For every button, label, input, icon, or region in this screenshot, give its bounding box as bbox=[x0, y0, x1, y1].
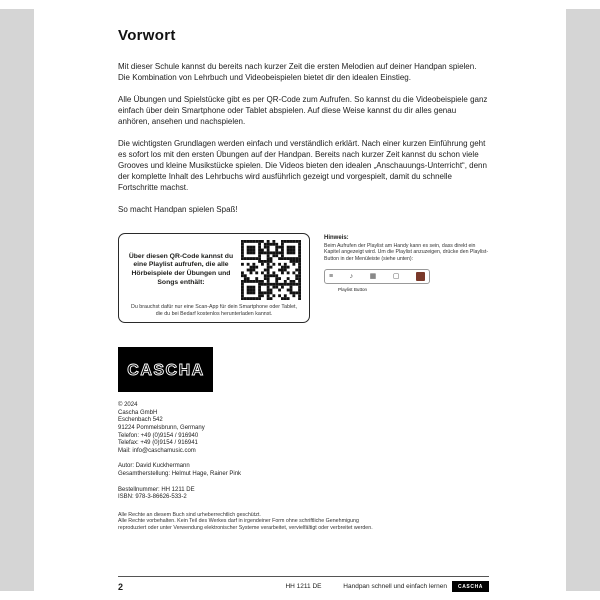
imprint-line: Cascha GmbH bbox=[118, 409, 158, 416]
background-strip-right bbox=[566, 9, 600, 591]
note-icon: ♪ bbox=[349, 273, 354, 281]
imprint-line: © 2024 bbox=[118, 402, 138, 409]
qr-box-small-text: Du brauchst dafür nur eine Scan-App für dein Smartphone oder Tablet, die du bei Bedarf kostenlos herunterladen kannst. bbox=[131, 304, 297, 317]
box-icon: ▢ bbox=[392, 273, 400, 281]
publisher-logo-block bbox=[118, 347, 489, 392]
footer-tagline: Handpan schnell und einfach lernen bbox=[343, 583, 447, 590]
book-page bbox=[34, 0, 566, 600]
legal-line: Alle Rechte an diesem Buch sind urheberrechtlich geschützt. bbox=[118, 511, 261, 518]
playlist-button-icon bbox=[416, 272, 425, 281]
hinweis-text: Beim Aufrufen der Playlist am Handy kann es sein, dass direkt ein Kapitel angezeigt wird. Um die Playlist anzuzeigen, drücke den Playlist-Button in der Menüleiste (siehe unten): bbox=[324, 243, 489, 262]
page-footer bbox=[118, 576, 489, 592]
hinweis-note bbox=[324, 233, 489, 292]
imprint-line: 91224 Pommelsbrunn, Germany bbox=[118, 424, 205, 431]
paragraph: Die wichtigsten Grundlagen werden einfach und verständlich erklärt. Nach einer kurzen Einführung geht es sofort los mit den ersten Übungen auf der Handpan. Bereits nach kurzer Zeit kannst du schon viele Grooves und kleine Musikstücke spielen. Die Videos bieten den idealen „Anschauungs-Unterricht“, denn der komplette Inhalt des Lehrbuchs wird ausführlich gezeigt und vorgespielt, damit du schnelle Fortschritte machst. bbox=[118, 139, 487, 192]
hinweis-label: Hinweis: bbox=[324, 235, 349, 241]
order-line: Bestellnummer: HH 1211 DE bbox=[118, 486, 195, 493]
credits-line: Autor: David Kuckhermann bbox=[118, 463, 190, 470]
qr-box-bold-text: Über diesen QR-Code kannst du eine Playlist aufrufen, die alle Hörbeispiele der Übungen und Songs enthält: bbox=[128, 252, 234, 286]
paragraph: Mit dieser Schule kannst du bereits nach kurzer Zeit die ersten Melodien auf deiner Handpan spielen. Die Kombination von Lehrbuch und Videobeispielen bietet dir den idealen Einstieg. bbox=[118, 62, 477, 82]
playlist-button-caption: Playlist Button bbox=[338, 287, 368, 293]
cascha-logo bbox=[118, 347, 213, 392]
order-block bbox=[118, 487, 489, 502]
imprint-line: Telefon: +49 (0)9154 / 916940 bbox=[118, 432, 199, 439]
footer-order-number: HH 1211 DE bbox=[285, 583, 322, 590]
order-line: ISBN: 978-3-86626-533-2 bbox=[118, 494, 187, 501]
qr-code bbox=[241, 240, 301, 300]
imprint-line: Eschenbach 542 bbox=[118, 417, 163, 424]
paragraph: So macht Handpan spielen Spaß! bbox=[118, 205, 238, 214]
page-title-text: Vorwort bbox=[118, 27, 176, 44]
legal-line: Alle Rechte vorbehalten. Kein Teil des Werkes darf in irgendeiner Form ohne schriftliche Genehmigung bbox=[118, 518, 359, 525]
legal-block bbox=[118, 512, 489, 532]
menu-icon: ≡ bbox=[329, 273, 334, 281]
menu-bar bbox=[324, 269, 430, 284]
qr-box bbox=[118, 233, 310, 323]
credits-line: Gesamtherstellung: Helmut Hage, Rainer Pink bbox=[118, 470, 242, 477]
imprint-block bbox=[118, 402, 489, 455]
imprint-line: Telefax: +49 (0)9154 / 916941 bbox=[118, 440, 198, 447]
credits-block bbox=[118, 463, 489, 478]
legal-line: reproduziert oder unter Verwendung elektronischer Systeme verarbeitet, vervielfältigt oder verbreitet werden. bbox=[118, 524, 373, 531]
grid-icon: ▦ bbox=[369, 273, 377, 281]
cascha-logo-text: CASCHA bbox=[126, 361, 205, 379]
imprint-line: Mail: info@caschamusic.com bbox=[118, 447, 196, 454]
page-title bbox=[118, 27, 489, 44]
footer-page-number: 2 bbox=[118, 581, 124, 592]
qr-section bbox=[118, 233, 489, 323]
cascha-logo-art bbox=[121, 358, 211, 382]
paragraph: Alle Übungen und Spielstücke gibt es per QR-Code zum Aufrufen. So kannst du die Videobeispiele ganz einfach über dein Smartphone oder Tablet abspielen. Auf diese Weise kannst du dir alles genau anhören, ansehen und nachspielen. bbox=[118, 95, 488, 126]
background-strip-left bbox=[0, 9, 34, 591]
footer-cascha-logo: CASCHA bbox=[452, 581, 489, 592]
